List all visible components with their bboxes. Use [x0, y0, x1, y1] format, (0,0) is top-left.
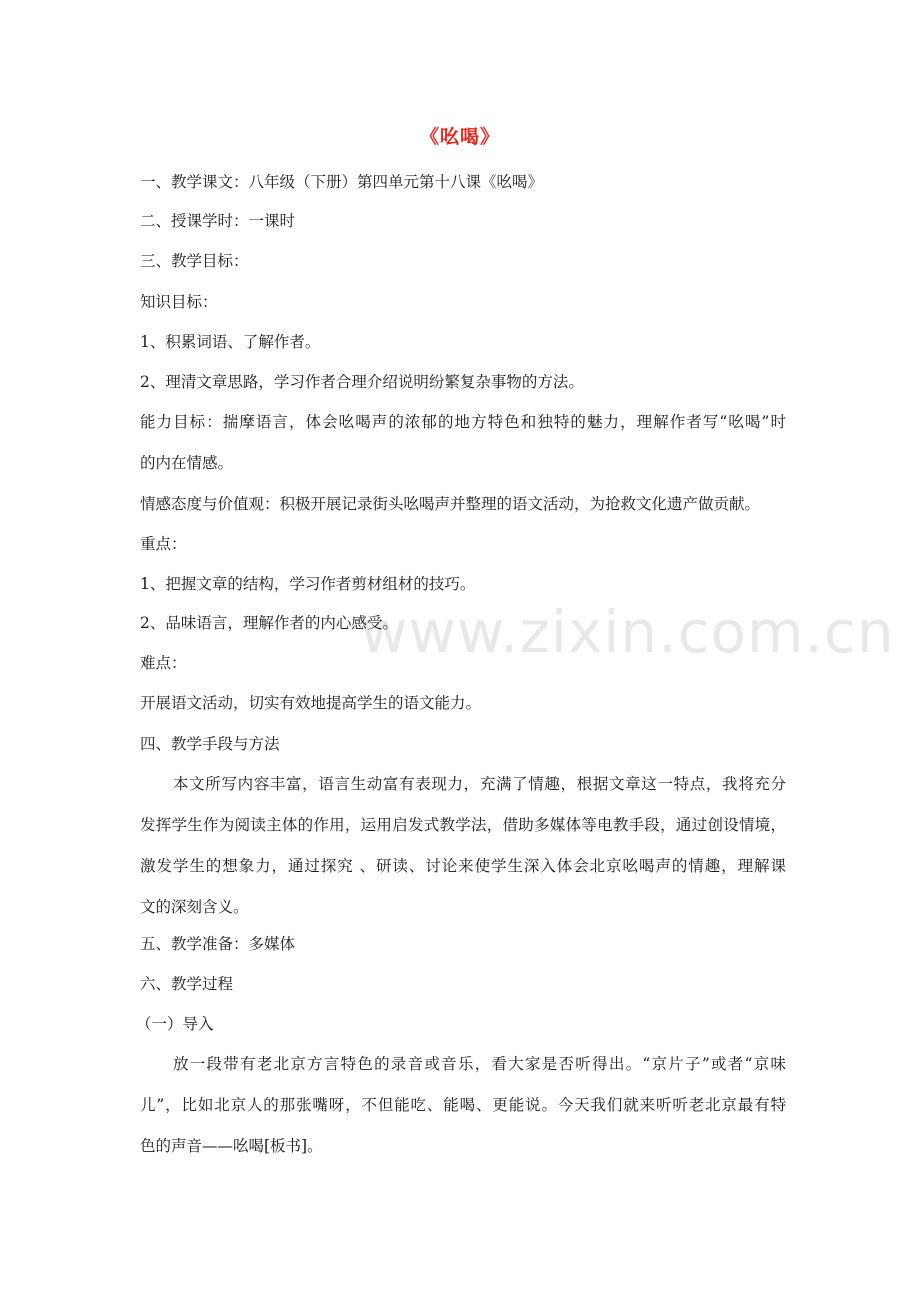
- intro-line-1: 放一段带有老北京方言特色的录音或音乐，看大家是否听得出。“京片子”或者“京味: [173, 1055, 786, 1073]
- intro-line-2: 儿”，比如北京人的那张嘴呀，不但能吃、能喝、更能说。今天我们就来听听老北京最有特: [140, 1096, 786, 1114]
- difficulty-label: 难点：: [140, 654, 187, 672]
- key-points-label: 重点：: [140, 535, 187, 553]
- knowledge-goal-1: 1、积累词语、了解作者。: [140, 333, 321, 351]
- ability-goal-line-2: 的内在情感。: [140, 454, 234, 472]
- key-point-1: 1、把握文章的结构，学习作者剪材组材的技巧。: [140, 575, 476, 593]
- intro-heading: （一）导入: [136, 1015, 214, 1033]
- ability-goal-paragraph: [140, 411, 786, 493]
- methods-line-1: 本文所写内容丰富，语言生动富有表现力，充满了情趣，根据文章这一特点，我将充分: [173, 775, 786, 793]
- key-point-2: 2、品味语言，理解作者的内心感受。: [140, 614, 398, 632]
- class-hours-line: 二、授课学时：一课时: [140, 212, 296, 230]
- teaching-goals-heading: 三、教学目标：: [140, 252, 249, 270]
- methods-line-4: 文的深刻含义。: [140, 898, 249, 916]
- process-heading: 六、教学过程: [140, 975, 234, 993]
- methods-line-3: 激发学生的想象力，通过探究 、研读、讨论来使学生深入体会北京吆喝声的情趣，理解课: [140, 857, 786, 875]
- document-title: 《吆喝》: [419, 126, 500, 148]
- lesson-text-line: 一、教学课文：八年级（下册）第四单元第十八课《吆喝》: [140, 173, 544, 191]
- intro-paragraph: [140, 1053, 786, 1176]
- knowledge-goals-label: 知识目标：: [140, 293, 218, 311]
- ability-goal-line-1: 能力目标：揣摩语言，体会吆喝声的浓郁的地方特色和独特的魅力，理解作者写“吆喝”时: [140, 413, 786, 431]
- methods-heading: 四、教学手段与方法: [140, 735, 280, 753]
- watermark: www.zixin.com.cn: [360, 598, 895, 666]
- preparation-line: 五、教学准备：多媒体: [140, 935, 296, 953]
- emotion-goal-line: 情感态度与价值观：积极开展记录街头吆喝声并整理的语文活动，为抢救文化遗产做贡献。: [140, 495, 761, 513]
- difficulty-item: 开展语文活动，切实有效地提高学生的语文能力。: [140, 694, 482, 712]
- intro-line-3: 色的声音——吆喝[板书]。: [140, 1137, 323, 1155]
- methods-paragraph: [140, 773, 786, 937]
- methods-line-2: 发挥学生作为阅读主体的作用，运用启发式教学法，借助多媒体等电教手段，通过创设情境，: [140, 816, 786, 834]
- knowledge-goal-2: 2、理清文章思路，学习作者合理介绍说明纷繁复杂事物的方法。: [140, 373, 584, 391]
